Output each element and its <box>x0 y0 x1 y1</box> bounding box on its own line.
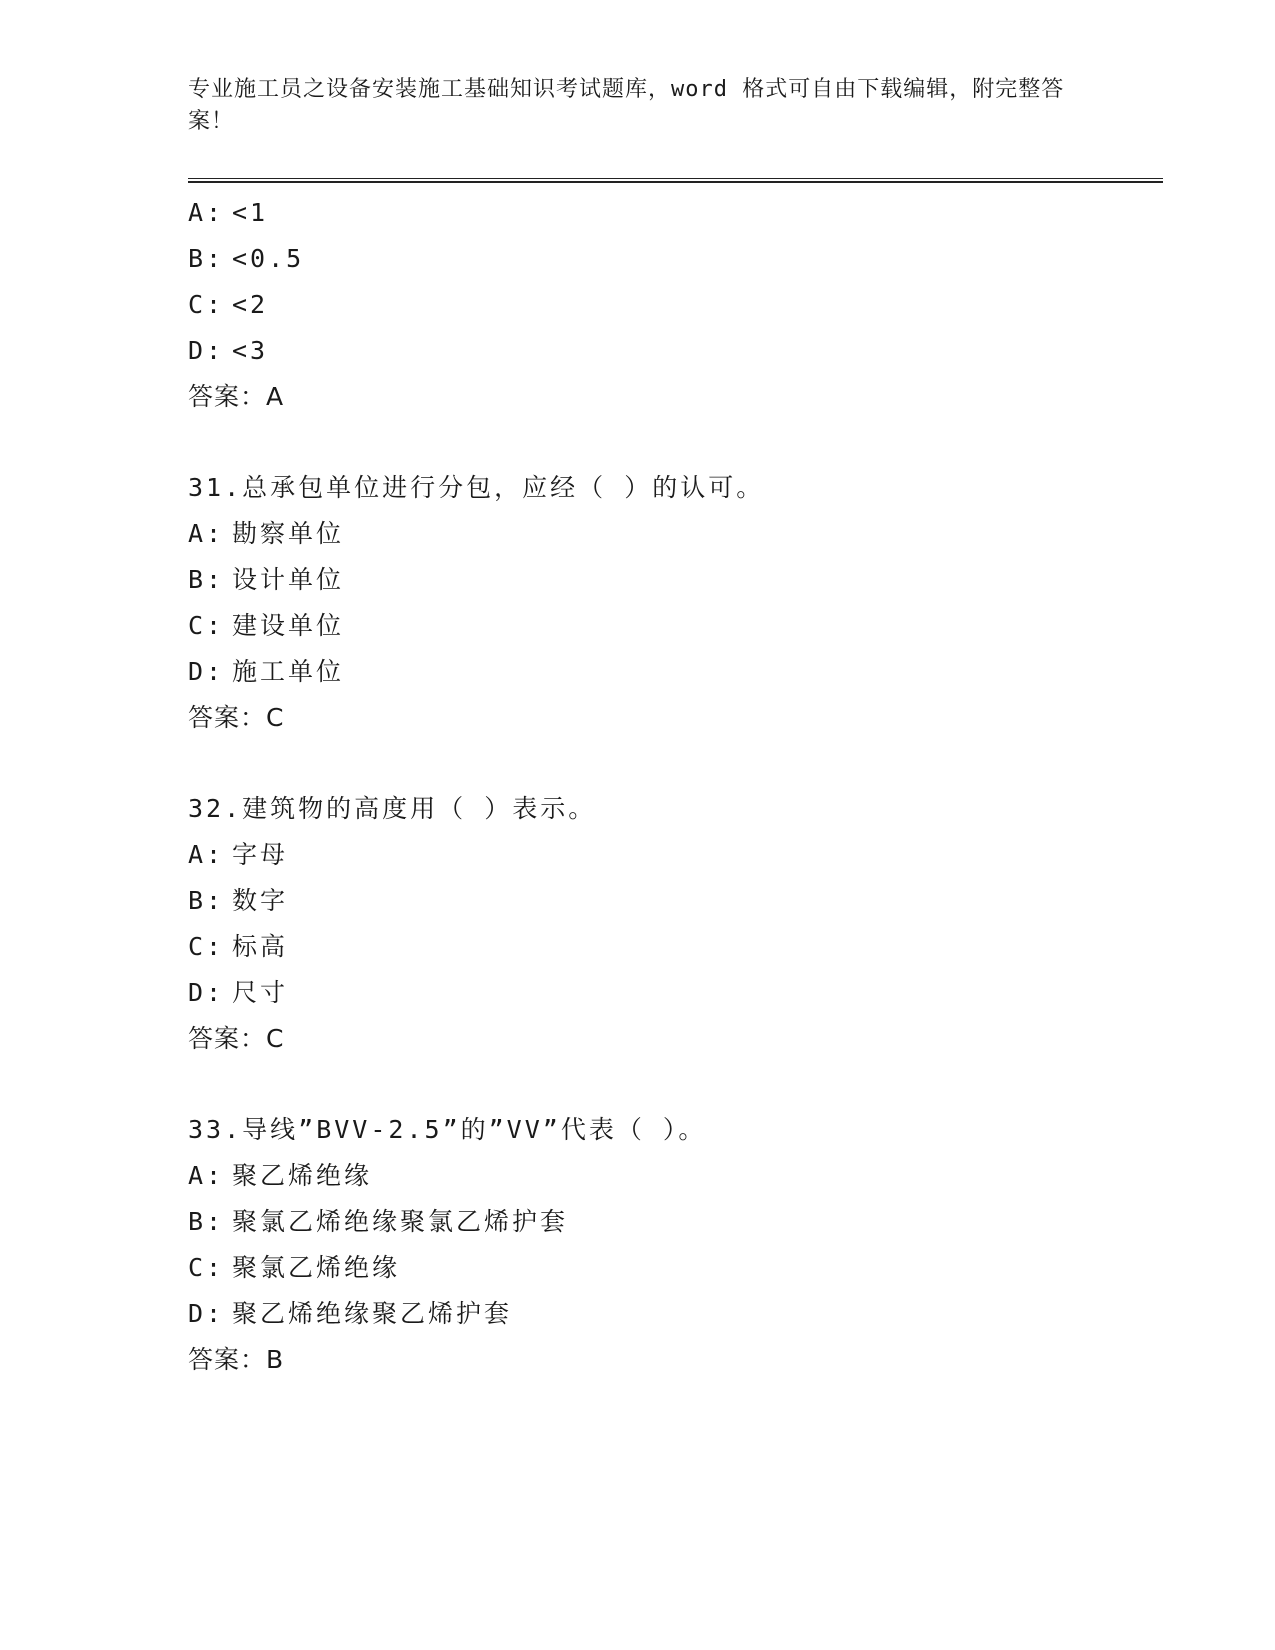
option-b: B: 数字 <box>188 886 289 915</box>
question-block-partial <box>188 190 1163 420</box>
option-b: B: <0.5 <box>188 244 305 273</box>
answer-line: 答案：A <box>188 382 285 411</box>
option-d: D: <3 <box>188 336 269 365</box>
answer-line: 答案：C <box>188 703 285 732</box>
spacer <box>188 1062 1163 1107</box>
option-c: C: 标高 <box>188 932 289 961</box>
document-header: 专业施工员之设备安装施工基础知识考试题库，word 格式可自由下载编辑，附完整答案！ <box>188 77 1065 134</box>
option-a: A: 字母 <box>188 840 289 869</box>
option-b: B: 设计单位 <box>188 565 345 594</box>
question-stem: 32.建筑物的高度用（ ）表示。 <box>188 794 597 823</box>
option-c: C: 建设单位 <box>188 611 345 640</box>
question-block-32 <box>188 786 1163 1062</box>
option-d: D: 尺寸 <box>188 978 289 1007</box>
option-a: A: 聚乙烯绝缘 <box>188 1161 373 1190</box>
answer-line: 答案：C <box>188 1024 285 1053</box>
question-block-33 <box>188 1107 1163 1383</box>
spacer <box>188 420 1163 465</box>
option-c: C: 聚氯乙烯绝缘 <box>188 1253 401 1282</box>
option-d: D: 施工单位 <box>188 657 345 686</box>
question-stem: 31.总承包单位进行分包，应经（ ）的认可。 <box>188 473 765 502</box>
option-a: A: <1 <box>188 198 269 227</box>
option-d: D: 聚乙烯绝缘聚乙烯护套 <box>188 1299 513 1328</box>
header-divider <box>188 178 1163 183</box>
option-b: B: 聚氯乙烯绝缘聚氯乙烯护套 <box>188 1207 569 1236</box>
option-a: A: 勘察单位 <box>188 519 345 548</box>
question-stem: 33.导线”BVV-2.5”的”VV”代表（ ）。 <box>188 1115 707 1144</box>
spacer <box>188 741 1163 786</box>
question-list <box>188 190 1163 1383</box>
question-block-31 <box>188 465 1163 741</box>
option-c: C: <2 <box>188 290 269 319</box>
answer-line: 答案：B <box>188 1345 285 1374</box>
